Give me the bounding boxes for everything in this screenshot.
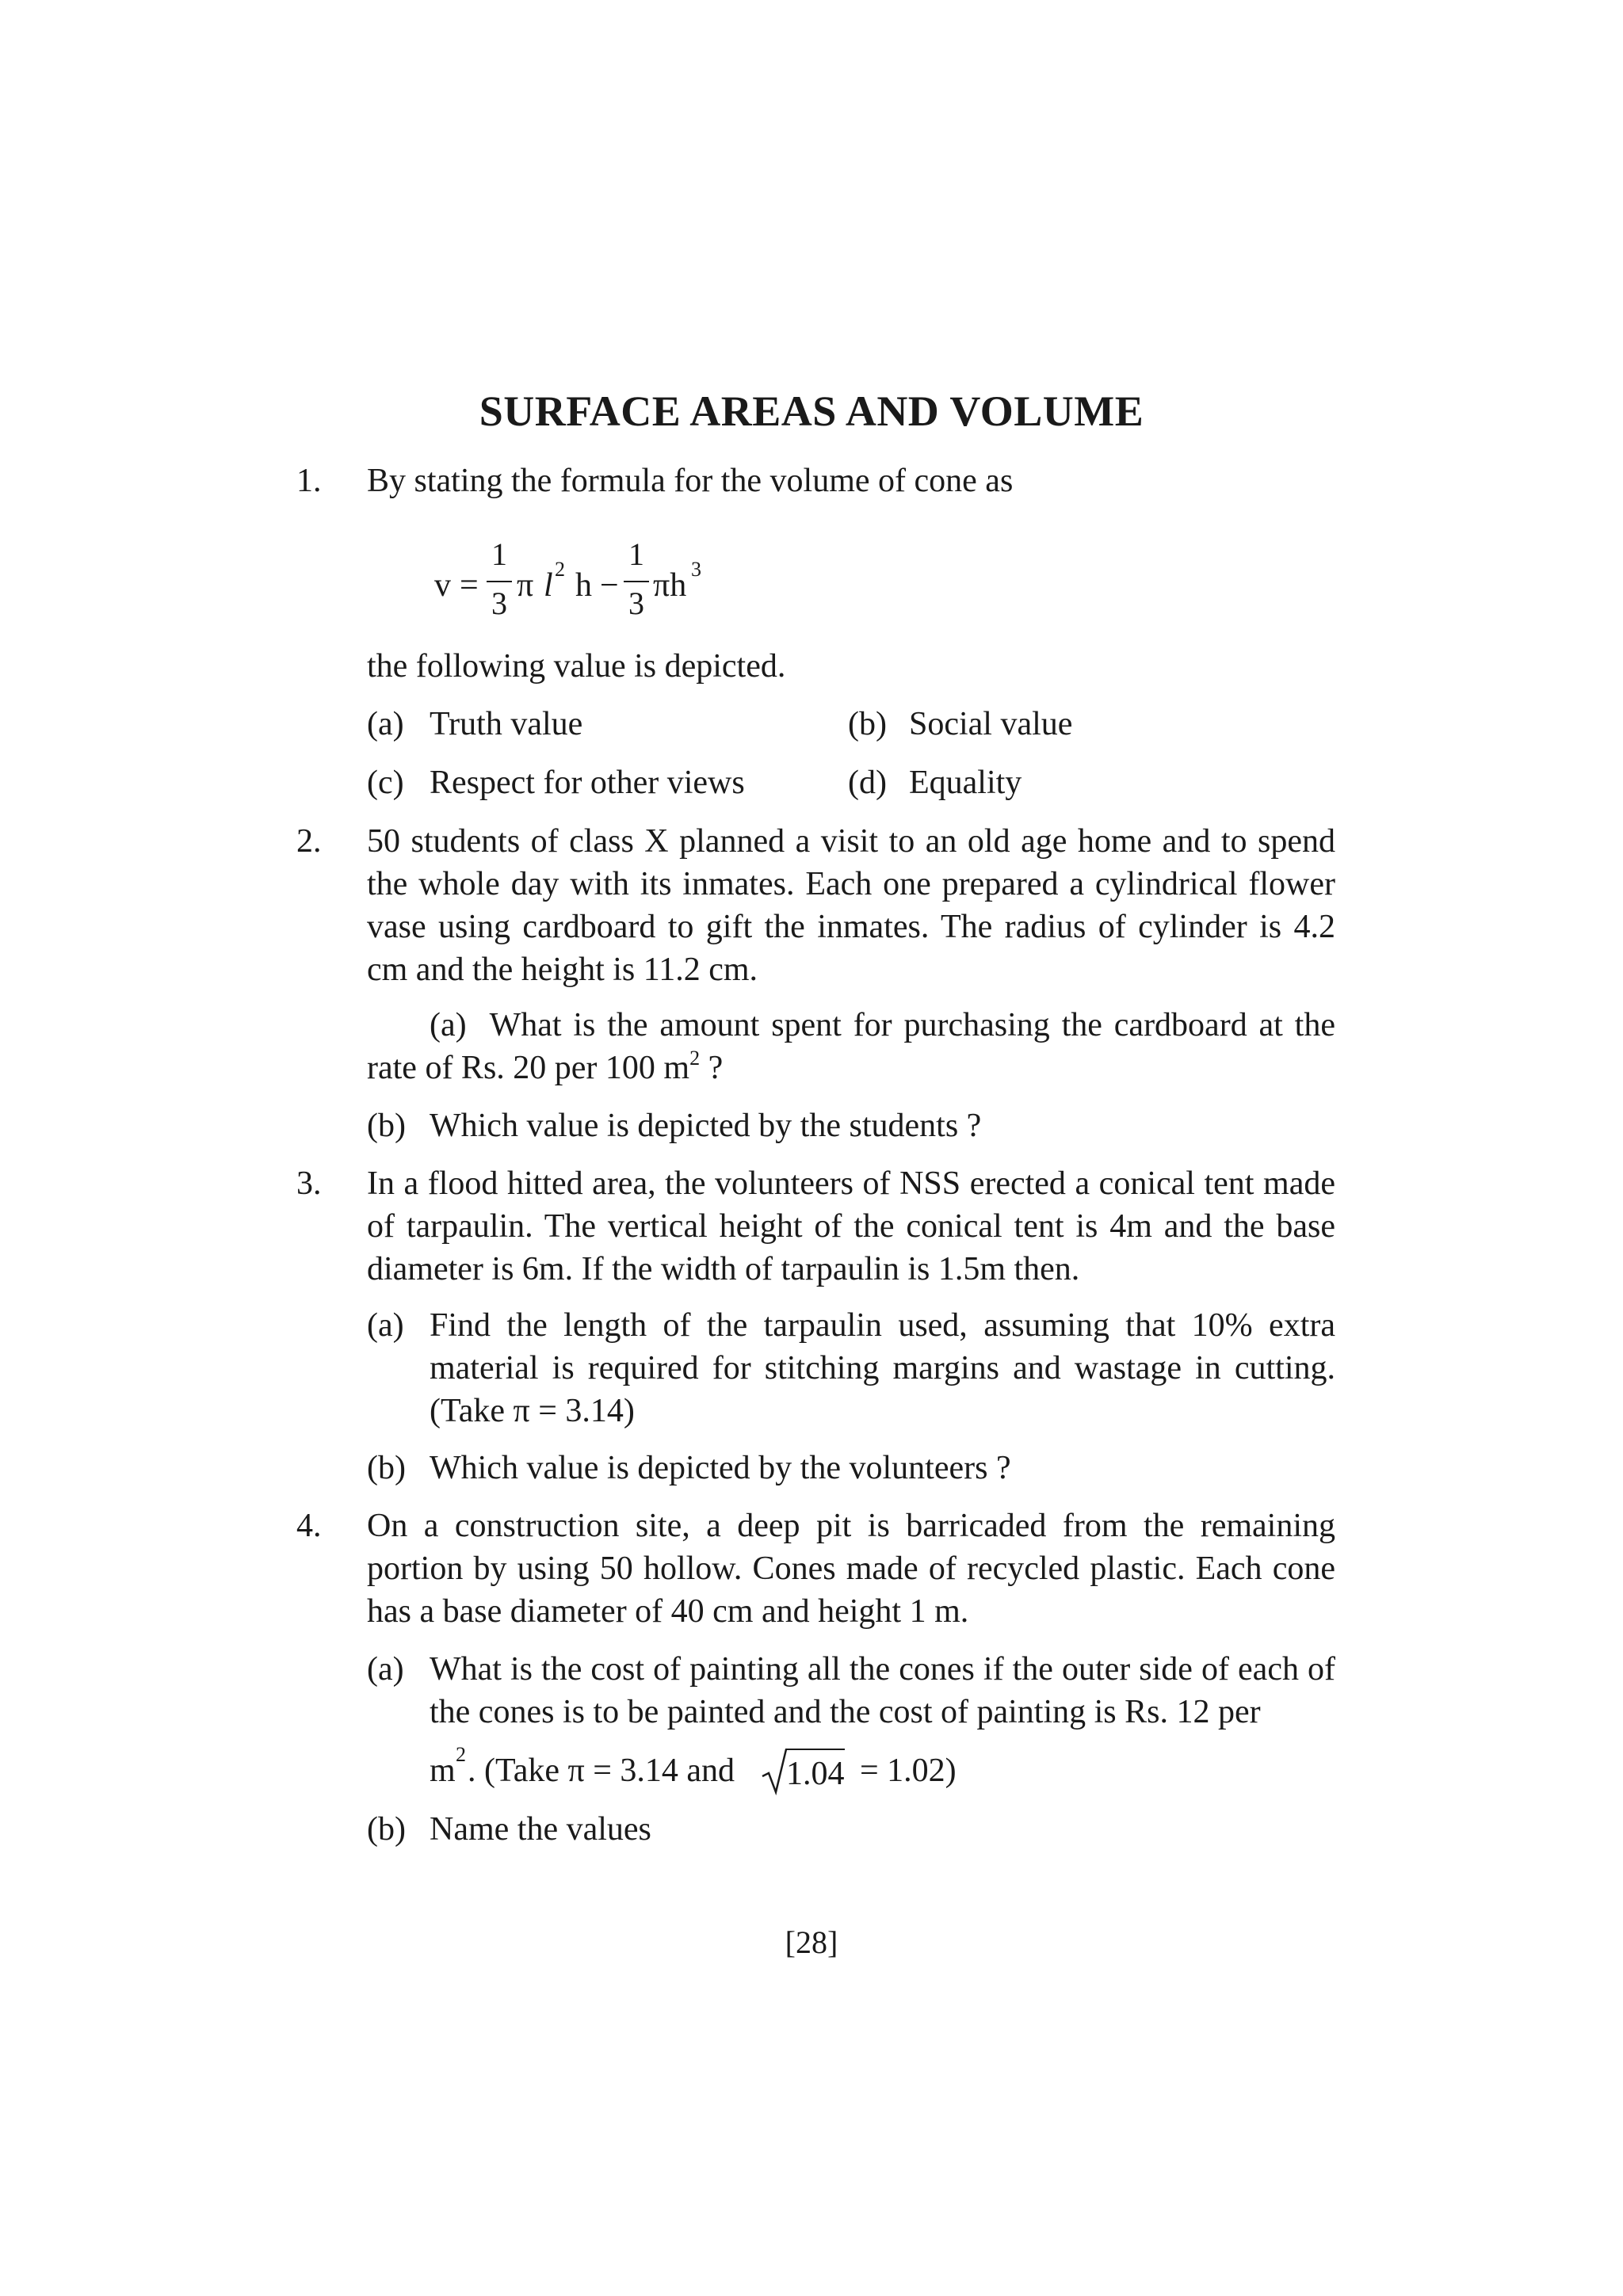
question-2-part-a-label: (a) xyxy=(430,1007,467,1043)
option-c-label: (c) xyxy=(367,765,404,801)
formula-pi-1: π xyxy=(517,567,534,604)
option-a-text: Truth value xyxy=(430,706,583,742)
question-3-part-b-label: (b) xyxy=(367,1450,406,1486)
formula-fraction-bar-2 xyxy=(624,581,649,582)
formula-denominator-2: 3 xyxy=(628,585,644,621)
formula-fraction-bar-1 xyxy=(487,581,512,582)
question-4-text: On a construction site, a deep pit is barricaded from the remaining portion by using 50 hollow. Cones made of recycled plastic. Each cone has a base diameter of 40 cm and height 1 m. xyxy=(367,1508,1335,1630)
option-b-text: Social value xyxy=(909,706,1073,742)
formula-pi-h: πh xyxy=(653,567,687,604)
question-3-part-a xyxy=(367,1304,1335,1432)
question-2-part-a xyxy=(367,1004,1335,1089)
option-d-text: Equality xyxy=(909,765,1022,801)
question-4-part-a-end: = 1.02) xyxy=(860,1753,957,1789)
option-a-label: (a) xyxy=(367,706,404,742)
question-2-number: 2. xyxy=(296,823,322,860)
square-root-bar xyxy=(785,1749,845,1750)
question-3-part-a-text: Find the length of the tarpaulin used, assuming that 10% extra material is required for stitching margins and wastage in cutting. (Take π = 3.14) xyxy=(430,1307,1335,1429)
question-2-part-a-sup: 2 xyxy=(689,1047,701,1070)
formula-l: l xyxy=(544,567,553,604)
question-1-number: 1. xyxy=(296,463,322,499)
question-4-part-a-label: (a) xyxy=(367,1651,404,1688)
question-4-part-a xyxy=(367,1648,1335,1733)
question-1-text-2: the following value is depicted. xyxy=(367,648,786,685)
formula-v: v xyxy=(434,567,451,604)
square-root-icon xyxy=(761,1748,788,1795)
question-3-part-b-text: Which value is depicted by the volunteers ? xyxy=(430,1450,1011,1486)
question-4-part-b-label: (b) xyxy=(367,1811,406,1848)
option-d-label: (d) xyxy=(848,765,887,801)
formula-numerator-2: 1 xyxy=(628,536,644,572)
question-4-part-a-sup: 2 xyxy=(456,1743,466,1766)
option-b-label: (b) xyxy=(848,706,887,742)
question-4-part-a-m: m xyxy=(430,1753,456,1789)
question-2-part-a-tail: ? xyxy=(700,1050,724,1086)
question-2-part-b xyxy=(367,1104,1335,1147)
formula-numerator-1: 1 xyxy=(491,536,507,572)
question-4-part-b-text: Name the values xyxy=(430,1811,651,1848)
formula-equals: = xyxy=(460,567,479,604)
question-3-part-a-label: (a) xyxy=(367,1307,404,1344)
question-1-text: By stating the formula for the volume of cone as xyxy=(367,463,1014,499)
option-c-text: Respect for other views xyxy=(430,765,745,801)
formula-exponent-2: 2 xyxy=(555,558,565,581)
formula-exponent-3: 3 xyxy=(691,558,701,581)
question-2-text: 50 students of class X planned a visit to an old age home and to spend the whole day with its inmates. Each one prepared a cylindrical flower vase using cardboard to gift the inmates. The radius of cylinder is 4.2 cm and the height is 11.2 cm. xyxy=(367,823,1335,988)
question-4-part-a-mid: . (Take π = 3.14 and xyxy=(468,1753,735,1789)
formula-minus: − xyxy=(600,567,619,604)
question-2-part-a-text: What is the amount spent for purchasing the cardboard at the rate of Rs. 20 per 100 m xyxy=(367,1007,1335,1086)
question-4-part-a-text: What is the cost of painting all the cones if the outer side of each of the cones is to be painted and the cost of painting is Rs. 12 per xyxy=(430,1651,1335,1730)
page-number: [28] xyxy=(785,1924,838,1960)
question-2-part-b-text: Which value is depicted by the students ? xyxy=(430,1108,982,1144)
page-title: SURFACE AREAS AND VOLUME xyxy=(479,387,1144,435)
question-2-part-b-label: (b) xyxy=(367,1108,406,1144)
question-4-number: 4. xyxy=(296,1508,322,1544)
question-4-part-b xyxy=(367,1808,1335,1851)
question-3-text: In a flood hitted area, the volunteers of NSS erected a conical tent made of tarpaulin. The vertical height of the conical tent is 4m and the base diameter is 6m. If the width of tarpaulin is 1.5m then. xyxy=(367,1165,1335,1287)
question-3-number: 3. xyxy=(296,1165,322,1202)
formula-h: h xyxy=(575,567,592,604)
question-3-part-b xyxy=(367,1447,1335,1489)
formula-denominator-1: 3 xyxy=(491,585,507,621)
question-4-part-a-sqrt-value: 1.04 xyxy=(786,1756,845,1792)
